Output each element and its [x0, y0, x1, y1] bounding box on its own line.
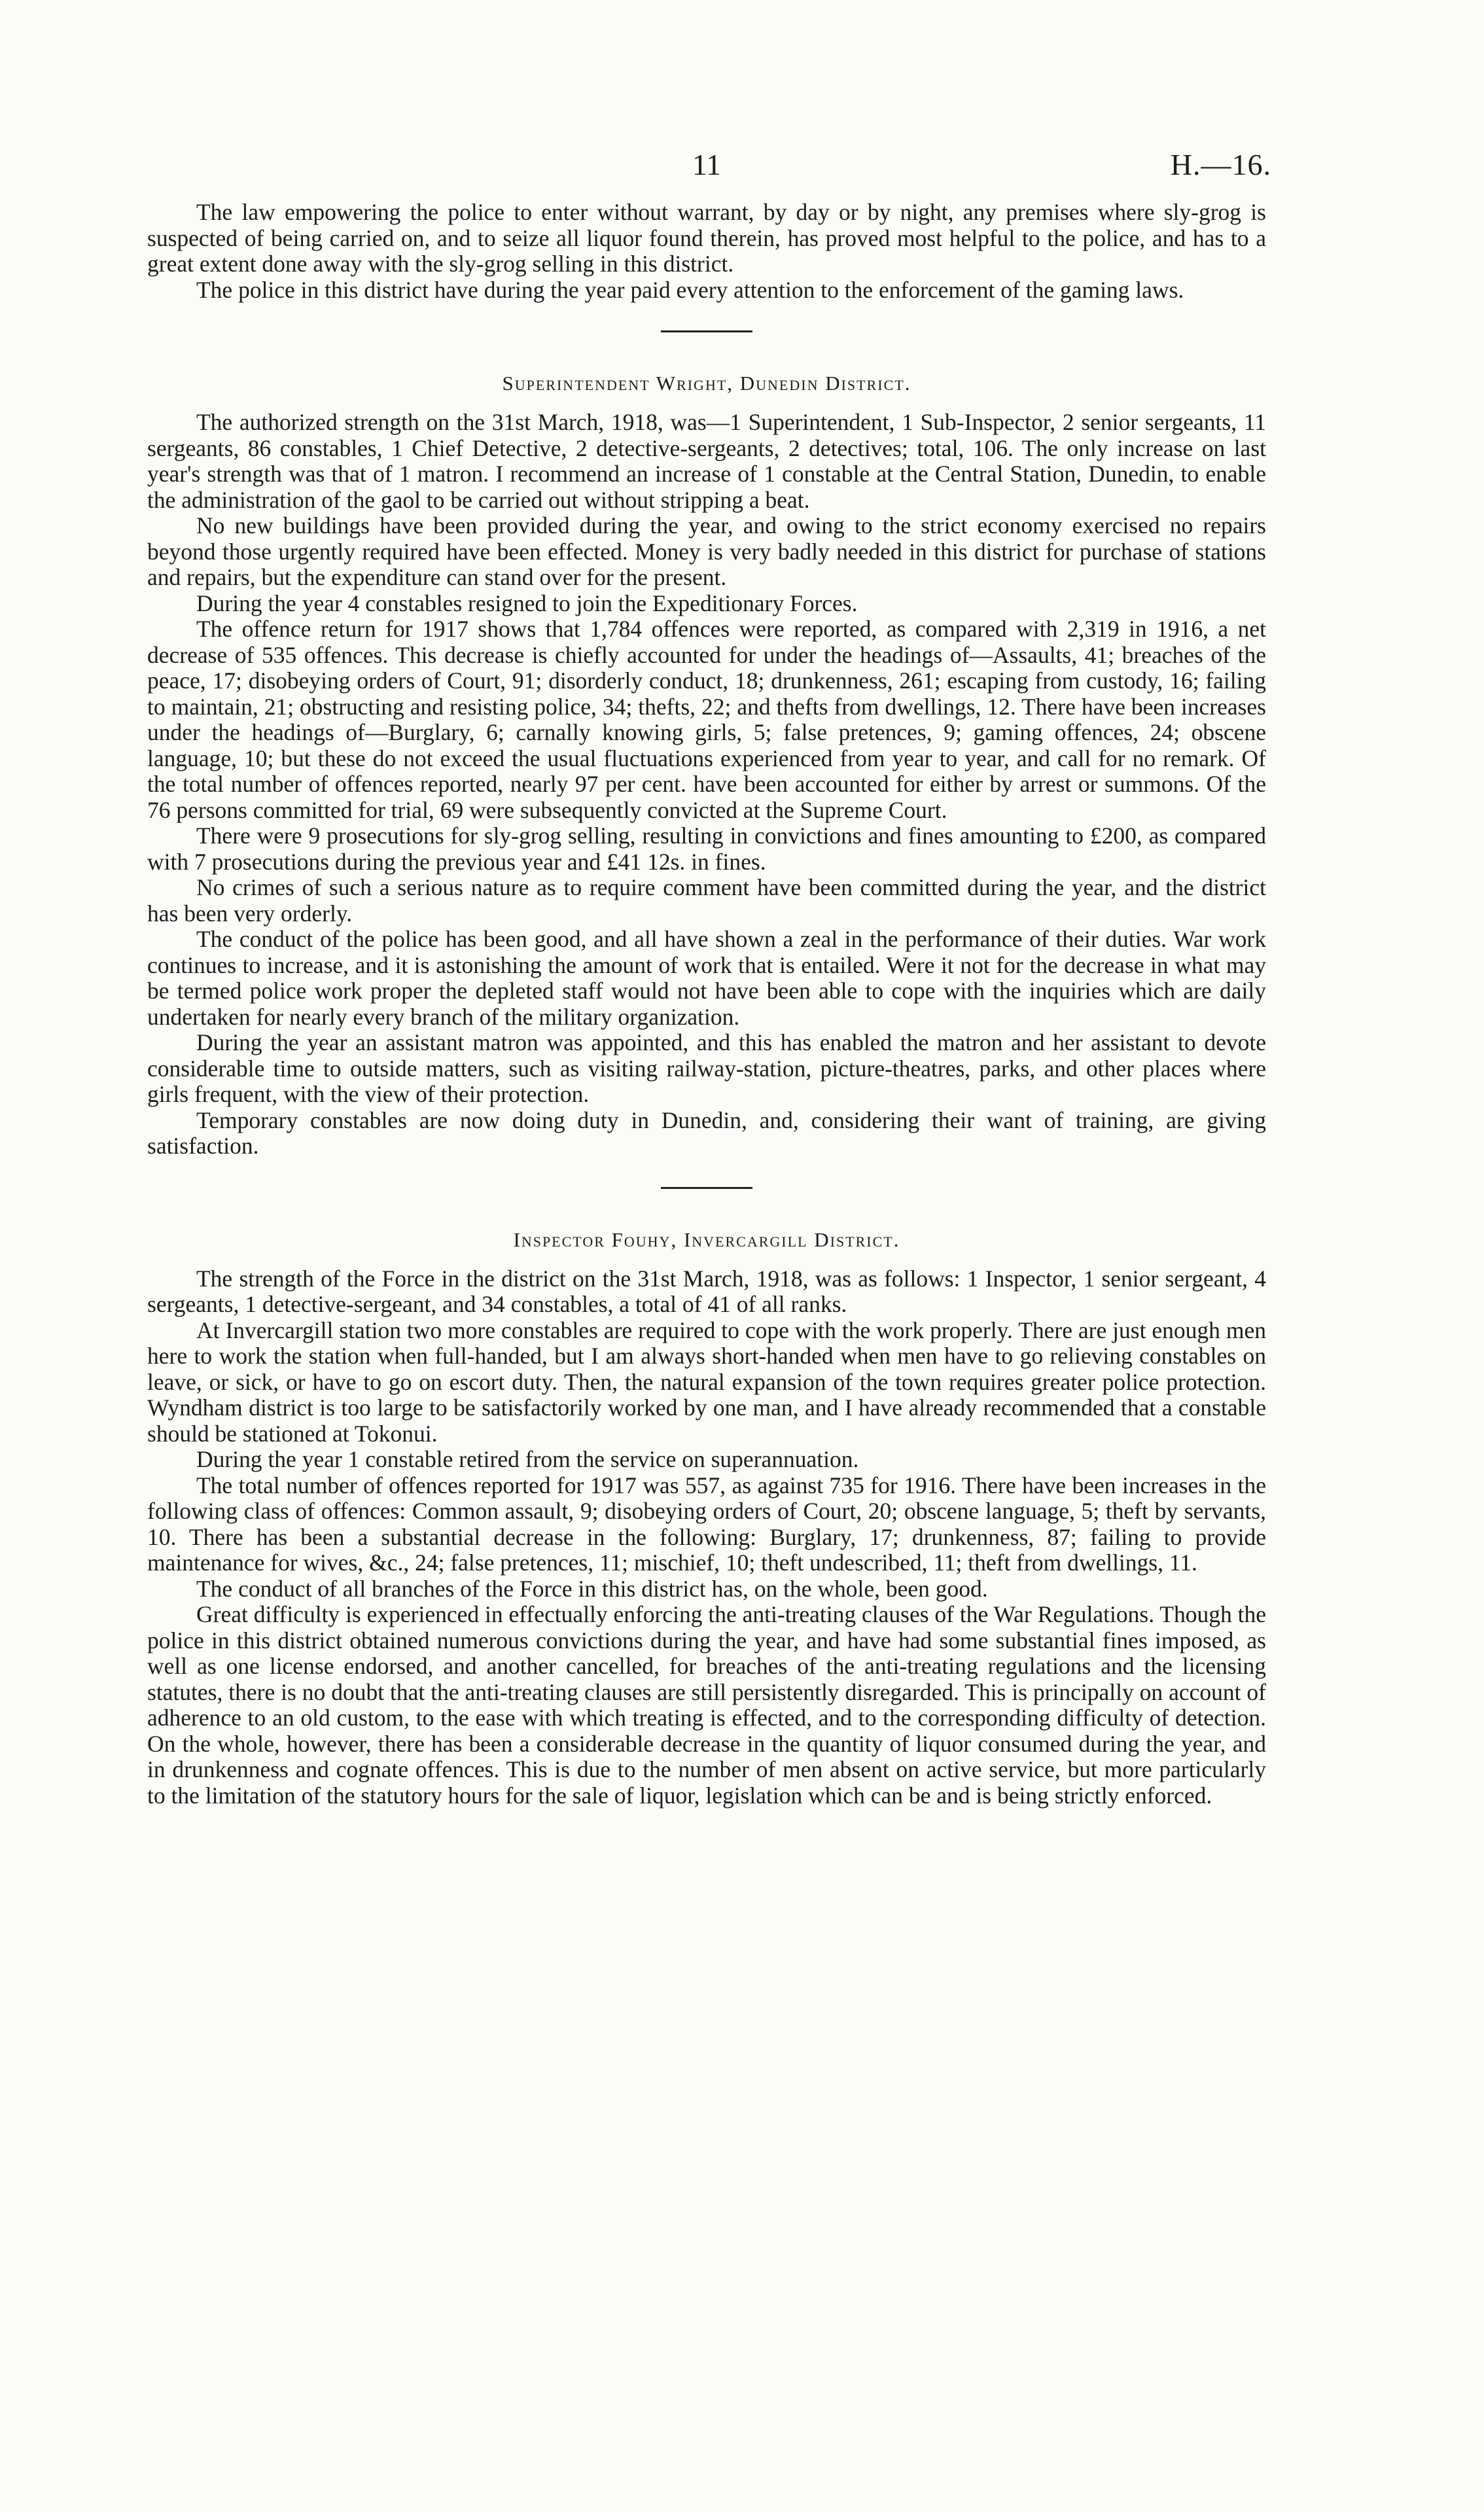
paragraph: The strength of the Force in the district on the 31st March, 1918, was as follows: 1 Inspector, 1 senior sergeant, 4 sergeants, 1 detective-sergeant, and 34 constables, a total of 41 of all ranks.: [147, 1265, 1266, 1317]
paragraph: During the year an assistant matron was appointed, and this has enabled the matron and her assistant to devote considerable time to outside matters, such as visiting railway-station, picture-theatres, parks, and other places where girls frequent, with the view of their protection.: [147, 1029, 1266, 1107]
page-number: 11: [692, 148, 722, 181]
paragraph: The law empowering the police to enter without warrant, by day or by night, any premises where sly-grog is suspected of being carried on, and to seize all liquor found therein, has proved most helpful to the police, and has to a great extent done away with the sly-grog selling in this district.: [147, 199, 1266, 277]
paragraph: Temporary constables are now doing duty in Dunedin, and, considering their want of training, are giving satisfaction.: [147, 1106, 1266, 1159]
paragraph: The conduct of all branches of the Force in this district has, on the whole, been good.: [196, 1575, 988, 1602]
page-header: [147, 141, 1271, 200]
paragraph: No crimes of such a serious nature as to require comment have been committed during the year, and the district has been very orderly.: [147, 874, 1266, 927]
section-heading: Superintendent Wright, Dunedin District.: [502, 372, 911, 395]
paragraph: No new buildings have been provided during the year, and owing to the strict economy exercised no repairs beyond those urgently required have been effected. Money is very badly needed in this district for purchase of stations and repairs, but the expenditure can stand over for the present.: [147, 512, 1266, 590]
paragraph: The offence return for 1917 shows that 1,784 offences were reported, as compared with 2,319 in 1916, a net decrease of 535 offences. This decrease is chiefly accounted for under the headings of—Assaults, 41; breaches of the peace, 17; disobeying orders of Court, 91; disorderly conduct, 18; drunkenness, 261; escaping from custody, 16; failing to maintain, 21; obstructing and resisting police, 34; thefts, 22; and thefts from dwellings, 12. There have been increases under the headings of—Burglary, 6; carnally knowing girls, 5; false pretences, 9; gaming offences, 24; obscene language, 10; but these do not exceed the usual fluctuations experienced from year to year, and call for no remark. Of the total number of offences reported, nearly 97 per cent. have been accounted for either by arrest or summons. Of the 76 persons committed for trial, 69 were subsequently convicted at the Supreme Court.: [147, 616, 1266, 823]
section-heading: Inspector Fouhy, Invercargill District.: [513, 1228, 900, 1251]
paragraph: During the year 1 constable retired from the service on superannuation.: [196, 1446, 859, 1472]
paragraph: The authorized strength on the 31st March, 1918, was—1 Superintendent, 1 Sub-Inspector, 2 senior sergeants, 11 sergeants, 86 constables, 1 Chief Detective, 2 detective-sergeants, 2 detectives; total, 106. The only increase on last year's strength was that of 1 matron. I recommend an increase of 1 constable at the Central Station, Dunedin, to enable the administration of the gaol to be carried out without stripping a beat.: [147, 409, 1266, 513]
paragraph: The conduct of the police has been good, and all have shown a zeal in the performance of their duties. War work continues to increase, and it is astonishing the amount of work that is entailed. Were it not for the decrease in what may be termed police work proper the depleted staff would not have been able to cope with the inquiries which are daily undertaken for nearly every branch of the military organization.: [147, 926, 1266, 1030]
dunedin-section: [147, 372, 1266, 1159]
paragraph: During the year 4 constables resigned to join the Expeditionary Forces.: [196, 590, 858, 616]
paragraph: Great difficulty is experienced in effectually enforcing the anti-treating clauses of the War Regulations. Though the police in this district obtained numerous convictions during the year, and have had some substantial fines imposed, as well as one license endorsed, and another cancelled, for breaches of the anti-treating regulations and the licensing statutes, there is no doubt that the anti-treating clauses are still persistently disregarded. This is principally on account of adherence to an old custom, to the ease with which treating is effected, and to the corresponding difficulty of detection. On the whole, however, there has been a considerable decrease in the quantity of liquor consumed during the year, and in drunkenness and cognate offences. This is due to the number of men absent on active service, but more particularly to the limitation of the statutory hours for the sale of liquor, legislation which can be and is being strictly enforced.: [147, 1601, 1266, 1809]
invercargill-section: [147, 1228, 1266, 1809]
paragraph: There were 9 prosecutions for sly-grog selling, resulting in convictions and fines amounting to £200, as compared with 7 prosecutions during the previous year and £41 12s. in fines.: [147, 823, 1266, 875]
paragraph: At Invercargill station two more constables are required to cope with the work properly. There are just enough men here to work the station when full-handed, but I am always short-handed when men have to go relieving constables on leave, or sick, or have to go on escort duty. Then, the natural expansion of the town requires greater police protection. Wyndham district is too large to be satisfactorily worked by one man, and I have already recommended that a constable should be stationed at Tokonui.: [147, 1317, 1266, 1447]
paragraph: The total number of offences reported for 1917 was 557, as against 735 for 1916. There have been increases in the following class of offences: Common assault, 9; disobeying orders of Court, 20; obscene language, 5; theft by servants, 10. There has been a substantial decrease in the following: Burglary, 17; drunkenness, 87; failing to provide maintenance for wives, &c., 24; false pretences, 11; mischief, 10; theft undescribed, 11; theft from dwellings, 11.: [147, 1472, 1266, 1576]
document-page: [147, 141, 1271, 1809]
paragraph: The police in this district have during the year paid every attention to the enforcement of the gaming laws.: [196, 276, 1184, 303]
report-reference: H.—16.: [1170, 148, 1271, 181]
intro-section: [147, 200, 1266, 303]
section-divider: [661, 330, 752, 332]
section-divider: [661, 1187, 752, 1189]
